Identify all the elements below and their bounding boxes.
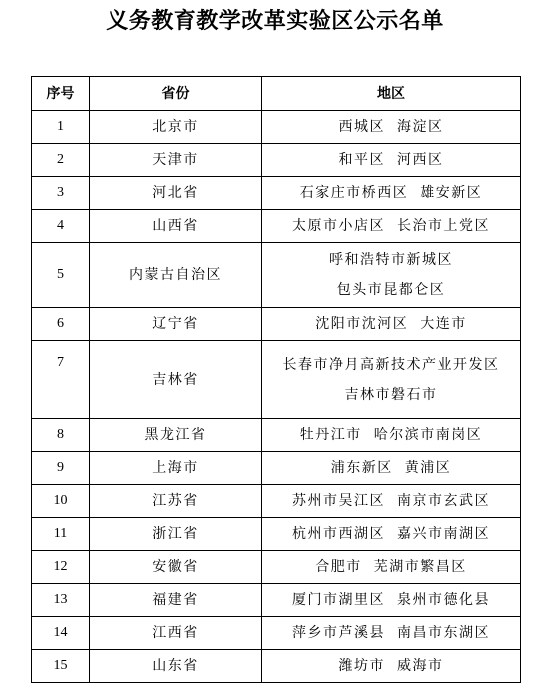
row-serial-number: 2 bbox=[32, 144, 90, 177]
row-serial-number: 11 bbox=[32, 518, 90, 551]
row-province: 辽宁省 bbox=[90, 308, 262, 341]
row-province: 内蒙古自治区 bbox=[90, 243, 262, 308]
table-row bbox=[32, 177, 521, 210]
row-serial-number: 1 bbox=[32, 111, 90, 144]
row-province: 北京市 bbox=[90, 111, 262, 144]
row-region bbox=[262, 617, 521, 650]
row-province: 江西省 bbox=[90, 617, 262, 650]
header-region: 地区 bbox=[262, 77, 521, 111]
row-region bbox=[262, 584, 521, 617]
region-line: 包头市昆都仑区 bbox=[336, 282, 446, 298]
row-serial-number: 9 bbox=[32, 452, 90, 485]
experimental-zone-table bbox=[31, 76, 521, 683]
row-province: 安徽省 bbox=[90, 551, 262, 584]
row-region bbox=[262, 518, 521, 551]
region-line: 厦门市湖里区 泉州市德化县 bbox=[292, 592, 490, 608]
table-row bbox=[32, 243, 521, 308]
row-serial-number: 6 bbox=[32, 308, 90, 341]
row-serial-number: 7 bbox=[32, 341, 90, 419]
row-province: 山西省 bbox=[90, 210, 262, 243]
table-header-row bbox=[32, 77, 521, 111]
row-region bbox=[262, 650, 521, 683]
table-row bbox=[32, 341, 521, 419]
region-line: 潍坊市 威海市 bbox=[338, 658, 444, 674]
region-line: 石家庄市桥西区 雄安新区 bbox=[299, 185, 483, 201]
table-row bbox=[32, 419, 521, 452]
row-region bbox=[262, 144, 521, 177]
row-region bbox=[262, 419, 521, 452]
header-serial-number: 序号 bbox=[32, 77, 90, 111]
region-line: 吉林市磐石市 bbox=[344, 386, 438, 403]
region-line: 太原市小店区 长治市上党区 bbox=[292, 218, 490, 234]
row-region bbox=[262, 308, 521, 341]
table-row bbox=[32, 308, 521, 341]
row-province: 吉林省 bbox=[90, 341, 262, 419]
region-line: 呼和浩特市新城区 bbox=[329, 252, 453, 268]
table-row bbox=[32, 650, 521, 683]
table-row bbox=[32, 452, 521, 485]
region-line: 沈阳市沈河区 大连市 bbox=[315, 316, 467, 332]
row-region bbox=[262, 341, 521, 419]
region-line: 和平区 河西区 bbox=[338, 152, 444, 168]
row-region bbox=[262, 111, 521, 144]
row-serial-number: 4 bbox=[32, 210, 90, 243]
table-row bbox=[32, 551, 521, 584]
table-row bbox=[32, 617, 521, 650]
region-line: 苏州市吴江区 南京市玄武区 bbox=[292, 493, 490, 509]
row-serial-number: 12 bbox=[32, 551, 90, 584]
header-province: 省份 bbox=[90, 77, 262, 111]
row-province: 天津市 bbox=[90, 144, 262, 177]
table-row bbox=[32, 144, 521, 177]
row-province: 山东省 bbox=[90, 650, 262, 683]
page-title: 义务教育教学改革实验区公示名单 bbox=[106, 9, 444, 34]
row-province: 黑龙江省 bbox=[90, 419, 262, 452]
row-serial-number: 10 bbox=[32, 485, 90, 518]
region-line: 浦东新区 黄浦区 bbox=[330, 460, 452, 476]
table-row bbox=[32, 518, 521, 551]
row-serial-number: 13 bbox=[32, 584, 90, 617]
region-line: 合肥市 芜湖市繁昌区 bbox=[315, 559, 467, 575]
table-row bbox=[32, 111, 521, 144]
row-region bbox=[262, 452, 521, 485]
region-line: 西城区 海淀区 bbox=[338, 119, 444, 135]
row-serial-number: 8 bbox=[32, 419, 90, 452]
row-province: 河北省 bbox=[90, 177, 262, 210]
region-line: 长春市净月高新技术产业开发区 bbox=[282, 356, 500, 373]
region-line: 杭州市西湖区 嘉兴市南湖区 bbox=[292, 526, 490, 542]
row-province: 福建省 bbox=[90, 584, 262, 617]
row-region bbox=[262, 177, 521, 210]
row-region bbox=[262, 551, 521, 584]
row-region bbox=[262, 243, 521, 308]
row-province: 上海市 bbox=[90, 452, 262, 485]
table-row bbox=[32, 485, 521, 518]
table-row bbox=[32, 584, 521, 617]
row-province: 江苏省 bbox=[90, 485, 262, 518]
row-region bbox=[262, 210, 521, 243]
region-line: 萍乡市芦溪县 南昌市东湖区 bbox=[292, 625, 490, 641]
row-serial-number: 3 bbox=[32, 177, 90, 210]
row-serial-number: 15 bbox=[32, 650, 90, 683]
row-serial-number: 5 bbox=[32, 243, 90, 308]
table-row bbox=[32, 210, 521, 243]
region-line: 牡丹江市 哈尔滨市南岗区 bbox=[299, 427, 483, 443]
row-region bbox=[262, 485, 521, 518]
row-serial-number: 14 bbox=[32, 617, 90, 650]
row-province: 浙江省 bbox=[90, 518, 262, 551]
